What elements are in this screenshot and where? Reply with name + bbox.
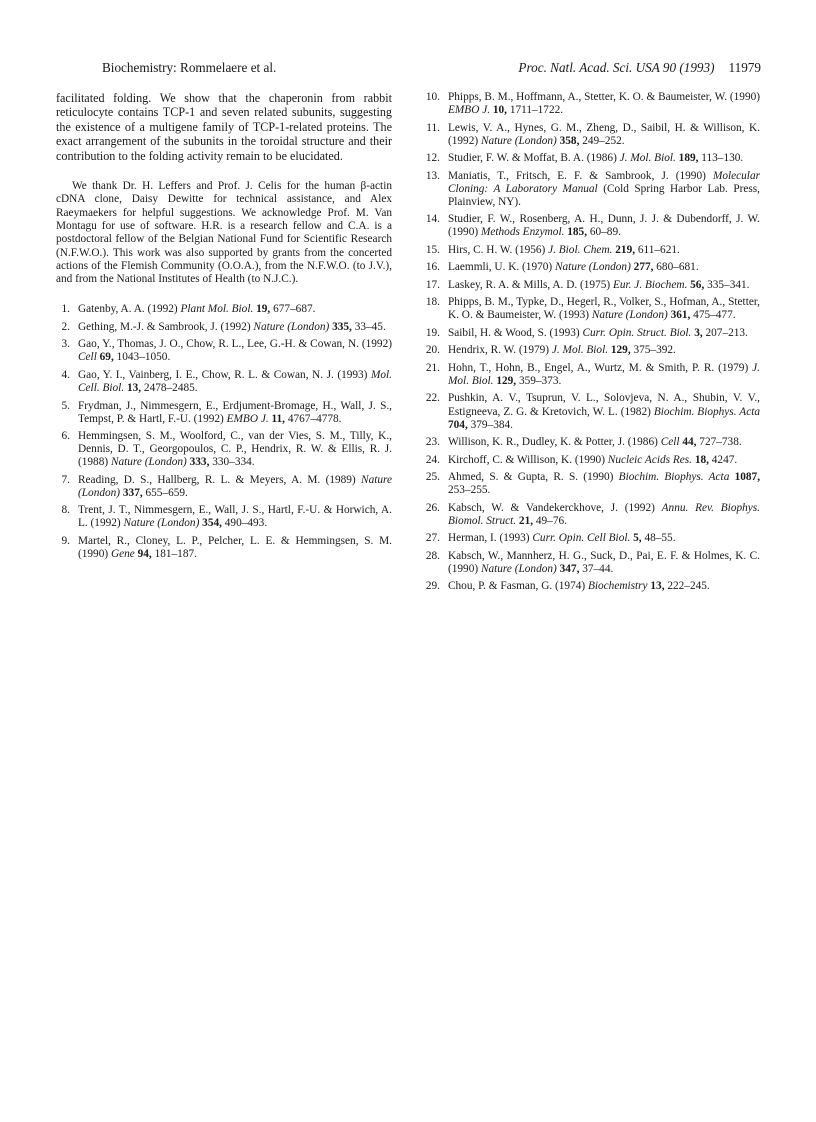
reference-number: 27. <box>425 532 440 545</box>
reference-number: 14. <box>425 213 440 226</box>
reference-pages: 48–55. <box>644 532 676 545</box>
reference-volume: 13, <box>650 580 665 593</box>
header-journal-section: Biochemistry: Rommelaere et al. <box>102 60 277 75</box>
reference-volume: 21, <box>518 514 534 527</box>
reference-volume: 337, <box>122 486 143 499</box>
reference-item <box>424 362 760 388</box>
reference-pages: 379–384. <box>470 418 513 431</box>
reference-volume: 189, <box>678 152 699 165</box>
reference-authors: Gatenby, A. A. (1992) <box>78 303 178 316</box>
reference-pages: 375–392. <box>633 344 676 357</box>
reference-journal: Biochim. Biophys. Acta <box>618 471 730 484</box>
reference-pages: 677–687. <box>273 303 316 316</box>
reference-number: 26. <box>425 501 440 514</box>
reference-number: 6. <box>61 430 70 443</box>
reference-item <box>424 436 760 449</box>
reference-authors: Phipps, B. M., Hoffmann, A., Stetter, K. O. & Baumeister, W. (1990) <box>448 91 760 103</box>
reference-item <box>424 532 760 545</box>
reference-journal: Eur. J. Biochem. <box>612 278 688 291</box>
reference-item <box>56 369 392 395</box>
reference-volume: 358, <box>559 134 580 147</box>
reference-item <box>424 122 760 148</box>
reference-journal: Curr. Opin. Cell Biol. <box>532 532 631 545</box>
body-paragraph: facilitated folding. We show that the chaperonin from rabbit reticulocyte contains TCP-1 and seven related subunits, suggesting the existence of a multigene family of TCP-1-related proteins. The exact arrangement of the subunits in the toroidal structure and their contribution to the folding activity remain to be elucidated. <box>56 91 392 163</box>
reference-item <box>424 279 760 292</box>
reference-item <box>424 502 760 528</box>
reference-pages: 359–373. <box>518 374 562 387</box>
reference-item <box>424 213 760 239</box>
reference-journal: EMBO J. <box>448 104 491 117</box>
reference-volume: 19, <box>256 303 271 316</box>
reference-volume: 185, <box>567 226 588 239</box>
reference-authors: Hemmingsen, S. M., Woolford, C., van der Vies, S. M., Tilly, K., Dennis, D. T., Georgopoulos, C. P., Hendrix, R. W. & Ellis, R. J. (1988) <box>78 430 392 469</box>
reference-number: 20. <box>425 344 440 357</box>
reference-pages: 49–76. <box>535 514 567 527</box>
reference-volume: 44, <box>682 436 697 449</box>
running-header <box>56 60 761 78</box>
reference-pages: 181–187. <box>154 548 197 561</box>
reference-number: 29. <box>425 580 440 593</box>
reference-item <box>424 170 760 209</box>
reference-number: 3. <box>61 338 70 351</box>
reference-journal: J. Biol. Chem. <box>548 243 613 256</box>
reference-pages: 2478–2485. <box>143 382 198 395</box>
reference-journal: EMBO J. <box>226 412 269 425</box>
right-column <box>424 91 760 598</box>
reference-authors: Hohn, T., Hohn, B., Engel, A., Wurtz, M. & Smith, P. R. (1979) <box>448 361 749 374</box>
reference-authors: Ahmed, S. & Gupta, R. S. (1990) <box>448 471 614 484</box>
reference-authors: Trent, J. T., Nimmesgern, E., Wall, J. S., Hartl, F.-U. & Horwich, A. L. (1992) <box>78 504 392 530</box>
reference-authors: Chou, P. & Fasman, G. (1974) <box>448 580 586 593</box>
reference-volume: 704, <box>448 418 468 431</box>
reference-journal: Plant Mol. Biol. <box>180 303 254 316</box>
reference-volume: 347, <box>559 562 580 575</box>
reference-authors: Maniatis, T., Fritsch, E. F. & Sambrook, J. (1990) <box>448 169 706 182</box>
reference-number: 7. <box>61 473 70 486</box>
reference-journal: Gene <box>110 548 135 561</box>
reference-authors: Kirchoff, C. & Willison, K. (1990) <box>448 453 605 466</box>
reference-volume: 277, <box>633 261 654 274</box>
reference-pages: 490–493. <box>224 517 268 530</box>
reference-journal: Nature (London) <box>480 134 557 147</box>
reference-journal: J. Mol. Biol. <box>551 344 609 357</box>
reference-volume: 18, <box>694 453 709 466</box>
reference-number: 24. <box>425 453 440 466</box>
reference-pages: 33–45. <box>354 320 386 333</box>
reference-number: 23. <box>425 436 440 449</box>
reference-journal: Biochemistry <box>587 580 648 593</box>
reference-volume: 1087, <box>734 471 761 484</box>
reference-journal: Nature (London) <box>480 562 557 575</box>
reference-authors: Frydman, J., Nimmesgern, E., Erdjument-Bromage, H., Wall, J. S., Tempst, P. & Hartl, F.-U. (1992) <box>78 399 392 425</box>
reference-list-right <box>424 91 760 593</box>
reference-authors: Saibil, H. & Wood, S. (1993) <box>448 326 580 339</box>
reference-item <box>424 392 760 431</box>
reference-authors: Laemmli, U. K. (1970) <box>448 261 553 274</box>
reference-item <box>424 244 760 257</box>
reference-number: 12. <box>425 152 440 165</box>
reference-pages: 253–255. <box>448 484 491 497</box>
reference-number: 22. <box>425 392 440 405</box>
header-journal: Proc. Natl. Acad. Sci. USA 90 (1993) <box>518 60 715 75</box>
reference-number: 5. <box>61 399 70 412</box>
reference-number: 4. <box>61 368 70 381</box>
reference-authors: Kabsch, W. & Vandekerckhove, J. (1992) <box>448 501 655 514</box>
reference-pages: 1711–1722. <box>509 104 564 117</box>
reference-journal: Nature (London) <box>555 261 631 274</box>
reference-journal: J. Mol. Biol. <box>619 152 676 165</box>
reference-pages: 727–738. <box>699 436 742 449</box>
reference-journal: Molecular Cloning: A Laboratory Manual <box>448 169 760 195</box>
reference-journal: Nature (London) <box>591 309 668 322</box>
reference-item <box>56 321 392 334</box>
reference-volume: 335, <box>332 320 352 333</box>
reference-authors: Studier, F. W. & Moffat, B. A. (1986) <box>448 152 617 165</box>
reference-number: 9. <box>61 534 70 547</box>
reference-pages: 222–245. <box>667 580 710 593</box>
reference-pages: (Cold Spring Harbor Lab. Press, Plainview, NY). <box>448 182 761 208</box>
reference-authors: Phipps, B. M., Typke, D., Hegerl, R., Volker, S., Hofman, A., Stetter, K. O. & Baumeister, W. (1993) <box>448 296 760 322</box>
left-column <box>56 91 392 566</box>
reference-number: 28. <box>425 549 440 562</box>
reference-pages: 475–477. <box>693 309 736 322</box>
reference-item <box>424 454 760 467</box>
reference-item <box>424 471 760 497</box>
reference-volume: 11, <box>271 412 285 425</box>
reference-item <box>424 550 760 576</box>
reference-number: 18. <box>425 296 440 309</box>
reference-item <box>56 303 392 316</box>
reference-volume: 69, <box>99 351 114 364</box>
reference-pages: 330–334. <box>212 456 255 469</box>
reference-number: 15. <box>425 243 440 256</box>
reference-volume: 56, <box>690 278 705 291</box>
reference-number: 13. <box>425 169 440 182</box>
reference-number: 10. <box>425 91 440 103</box>
reference-pages: 680–681. <box>656 261 699 274</box>
reference-pages: 611–621. <box>637 243 680 256</box>
reference-item <box>424 261 760 274</box>
page-number: 11979 <box>728 60 761 75</box>
reference-pages: 655–659. <box>145 486 188 499</box>
reference-volume: 219, <box>615 243 636 256</box>
reference-journal: Nature (London) <box>110 456 187 469</box>
reference-list-left <box>56 303 392 561</box>
reference-number: 21. <box>425 361 440 374</box>
reference-authors: Gao, Y. I., Vainberg, I. E., Chow, R. L. & Cowan, N. J. (1993) <box>78 368 368 381</box>
reference-number: 17. <box>425 278 440 291</box>
reference-item <box>424 91 760 117</box>
reference-item <box>424 296 760 322</box>
reference-volume: 5, <box>633 532 642 545</box>
reference-journal: Mol. Cell. Biol. <box>78 368 392 395</box>
reference-authors: Lewis, V. A., Hynes, G. M., Zheng, D., Saibil, H. & Willison, K. (1992) <box>448 121 760 147</box>
reference-volume: 129, <box>496 374 517 387</box>
reference-authors: Martel, R., Cloney, L. P., Pelcher, L. E. & Hemmingsen, S. M. (1990) <box>78 534 392 561</box>
reference-pages: 335–341. <box>707 278 750 291</box>
reference-authors: Hendrix, R. W. (1979) <box>448 344 550 357</box>
reference-authors: Pushkin, A. V., Tsuprun, V. L., Solovjeva, N. A., Shubin, V. V., Estigneeva, Z. G. & Kretovich, W. L. (1982) <box>448 392 760 418</box>
reference-authors: Reading, D. S., Hallberg, R. L. & Meyers, A. M. (1989) <box>78 473 356 486</box>
reference-volume: 94, <box>137 548 152 561</box>
reference-number: 16. <box>425 261 440 274</box>
reference-item <box>56 338 392 364</box>
reference-journal: Methods Enzymol. <box>480 226 565 239</box>
reference-number: 8. <box>61 504 70 517</box>
reference-volume: 13, <box>126 382 142 395</box>
reference-pages: 37–44. <box>582 562 614 575</box>
reference-item <box>56 474 392 500</box>
reference-journal: Nature (London) <box>123 517 200 530</box>
reference-item <box>424 152 760 165</box>
reference-authors: Gething, M.-J. & Sambrook, J. (1992) <box>78 320 251 333</box>
reference-volume: 10, <box>492 104 507 117</box>
reference-authors: Herman, I. (1993) <box>448 532 530 545</box>
reference-item <box>56 535 392 561</box>
reference-pages: 4767–4778. <box>287 412 342 425</box>
reference-authors: Kabsch, W., Mannherz, H. G., Suck, D., Pai, E. F. & Holmes, K. C. (1990) <box>448 549 760 575</box>
reference-number: 1. <box>61 303 70 316</box>
reference-number: 11. <box>426 121 440 134</box>
reference-journal: Nucleic Acids Res. <box>607 453 692 466</box>
reference-pages: 60–89. <box>589 226 621 239</box>
reference-volume: 333, <box>189 456 210 469</box>
reference-volume: 354, <box>202 517 222 530</box>
reference-authors: Willison, K. R., Dudley, K. & Potter, J. (1986) <box>448 436 658 449</box>
reference-item <box>424 327 760 340</box>
reference-volume: 3, <box>694 326 703 339</box>
reference-item <box>56 400 392 426</box>
reference-journal: Cell <box>660 436 680 449</box>
reference-item <box>56 504 392 530</box>
reference-authors: Studier, F. W., Rosenberg, A. H., Dunn, J. J. & Dubendorff, J. W. (1990) <box>448 213 760 239</box>
reference-journal: Biochim. Biophys. Acta <box>653 405 760 418</box>
reference-journal: Nature (London) <box>253 320 330 333</box>
reference-journal: Nature (London) <box>78 473 392 499</box>
acknowledgment: We thank Dr. H. Leffers and Prof. J. Celis for the human β-actin cDNA clone, Daisy Dewitte for technical assistance, and Alex Raeymaekers for helpful suggestions. We acknowledge Prof. M. Van Montagu for use of software. H.R. is a research fellow and C.A. is a postdoctoral fellow of the Belgian National Fund for Scientific Research (N.F.W.O.). This work was also supported by grants from the concerted actions of the Flemish Community (O.O.A.), from the N.F.W.O. (to J.V.), and from the National Institutes of Health (to N.J.C.). <box>56 180 392 286</box>
reference-item <box>424 344 760 357</box>
reference-number: 25. <box>425 471 440 484</box>
reference-number: 19. <box>425 326 440 339</box>
reference-volume: 361, <box>670 309 691 322</box>
reference-pages: 4247. <box>711 453 738 466</box>
reference-pages: 113–130. <box>701 152 744 165</box>
reference-item <box>56 430 392 469</box>
reference-authors: Gao, Y., Thomas, J. O., Chow, R. L., Lee, G.-H. & Cowan, N. (1992) <box>78 338 392 351</box>
reference-pages: 249–252. <box>582 134 625 147</box>
reference-item <box>424 580 760 593</box>
reference-journal: Annu. Rev. Biophys. Biomol. Struct. <box>448 501 760 527</box>
reference-journal: Cell <box>78 351 97 364</box>
header-citation <box>518 60 761 76</box>
reference-pages: 1043–1050. <box>116 351 171 364</box>
reference-authors: Hirs, C. H. W. (1956) <box>448 243 546 256</box>
reference-journal: Curr. Opin. Struct. Biol. <box>582 326 692 339</box>
reference-number: 2. <box>61 320 70 333</box>
reference-authors: Laskey, R. A. & Mills, A. D. (1975) <box>448 278 611 291</box>
reference-volume: 129, <box>610 344 631 357</box>
reference-journal: J. Mol. Biol. <box>448 361 761 387</box>
reference-pages: 207–213. <box>705 326 748 339</box>
